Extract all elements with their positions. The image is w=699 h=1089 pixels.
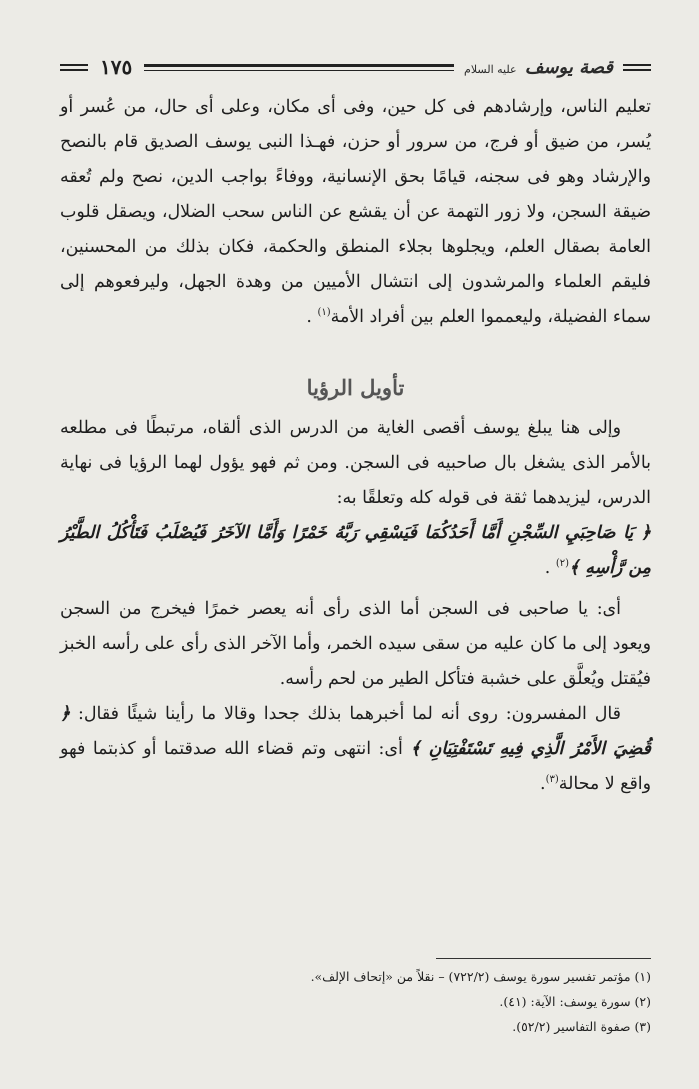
footnote-ref-1: (١) [317, 307, 331, 319]
footnotes [60, 964, 651, 1039]
section-heading: تأويل الرؤيا [306, 375, 405, 400]
paragraph-1 [60, 90, 651, 335]
footnote-ref-2: (٢) [555, 558, 570, 570]
paragraph-1-text: تعليم الناس، وإرشادهم فى كل حين، وفى أى مكان، وعلى أى حال، من عُسر أو يُسر، من ضيق أو فرج، من سرور أو حزن، فهـذا النبى يوسف الصديق قام بالنصح والإرشاد وهو فى سجنه، قيامًا بحق الإنسانية، ووفاءً بواجب الدين، نصح ولم تُعقه ضيقة السجن، ولا زور التهمة عن أن يقشع عن الناس سحب الضلال، ويصقل قلوب العامة بصقال العلم، ويجلوها بجلاء المنطق والحكمة، فكان بذلك من المحسنين، فليقم العلماء والمرشدون إلى انتشال الأميين من وهدة الجهل، وليرفعوهم إلى سماء الفضيلة، وليعمموا العلم بين أفراد الأمة [60, 97, 651, 327]
paragraph-1-end: . [306, 307, 318, 327]
header-ornament-right [623, 64, 651, 71]
honorific-text: عليه السلام [464, 62, 517, 76]
footnote-3: (٣) صفوة التفاسير (٥٢/٢). [512, 1019, 651, 1034]
paragraph-4-rest: أى: انتهى وتم قضاء الله صدقتما أو كذبتما فهو واقع لا محالة [60, 739, 651, 794]
page-body [60, 90, 651, 802]
paragraph-4 [60, 697, 651, 802]
page-number: ١٧٥ [100, 55, 133, 79]
header-rule [144, 64, 454, 71]
footnote-2: (٢) سورة يوسف: الآية: (٤١). [499, 994, 651, 1009]
verse-text: ﴿ يَا صَاحِبَيِ السِّجْنِ أَمَّا أَحَدُكُمَا فَيَسْقِي رَبَّهُ خَمْرًا وَأَمَّا الآخَرُ فَيُصْلَبُ فَتَأْكُلُ الطَّيْرُ مِن رَّأْسِهِ ﴾ [60, 523, 651, 578]
header-ornament-left [60, 64, 88, 71]
footnote-1: (١) مؤتمر تفسير سورة يوسف (٧٢٢/٢) – نقلاً من «إتحاف الإلف». [310, 969, 651, 984]
paragraph-4-end: . [540, 774, 546, 794]
paragraph-4-intro: قال المفسرون: روى أنه لما أخبرهما بذلك جحدا وقالا ما رأينا شيئًا فقال: [70, 704, 621, 724]
running-title [454, 57, 623, 78]
verse-inline: ﴿ قُضِيَ الأَمْرُ الَّذِي فِيهِ تَسْتَفْتِيَانِ ﴾ [60, 704, 651, 759]
paragraph-2: وإلى هنا يبلغ يوسف أقصى الغاية من الدرس الذى ألقاه، مرتبطًا فى مطلعه بالأمر الذى يشغل بال صاحبيه فى السجن. ومن ثم فهو يؤول لهما الرؤيا فى نهاية الدرس، ليزيدهما ثقة فى قوله كله وتعلقًا به: [60, 418, 651, 508]
verse-block [60, 516, 651, 586]
paragraph-3: أى: يا صاحبى فى السجن أما الذى رأى أنه يعصر خمرًا فيخرج من السجن ويعود إلى ما كان عليه من سقى سيده الخمر، وأما الآخر الذى رأى على رأسه الخبز فيُقتل ويُعلَّق على خشبة فتأكل الطير من لحم رأسه. [60, 599, 651, 689]
footnote-ref-3: (٣) [545, 774, 559, 786]
page-header [60, 50, 651, 84]
footnote-separator [436, 958, 651, 959]
running-title-text: قصة يوسف [524, 56, 613, 78]
verse-end: . [544, 558, 556, 578]
